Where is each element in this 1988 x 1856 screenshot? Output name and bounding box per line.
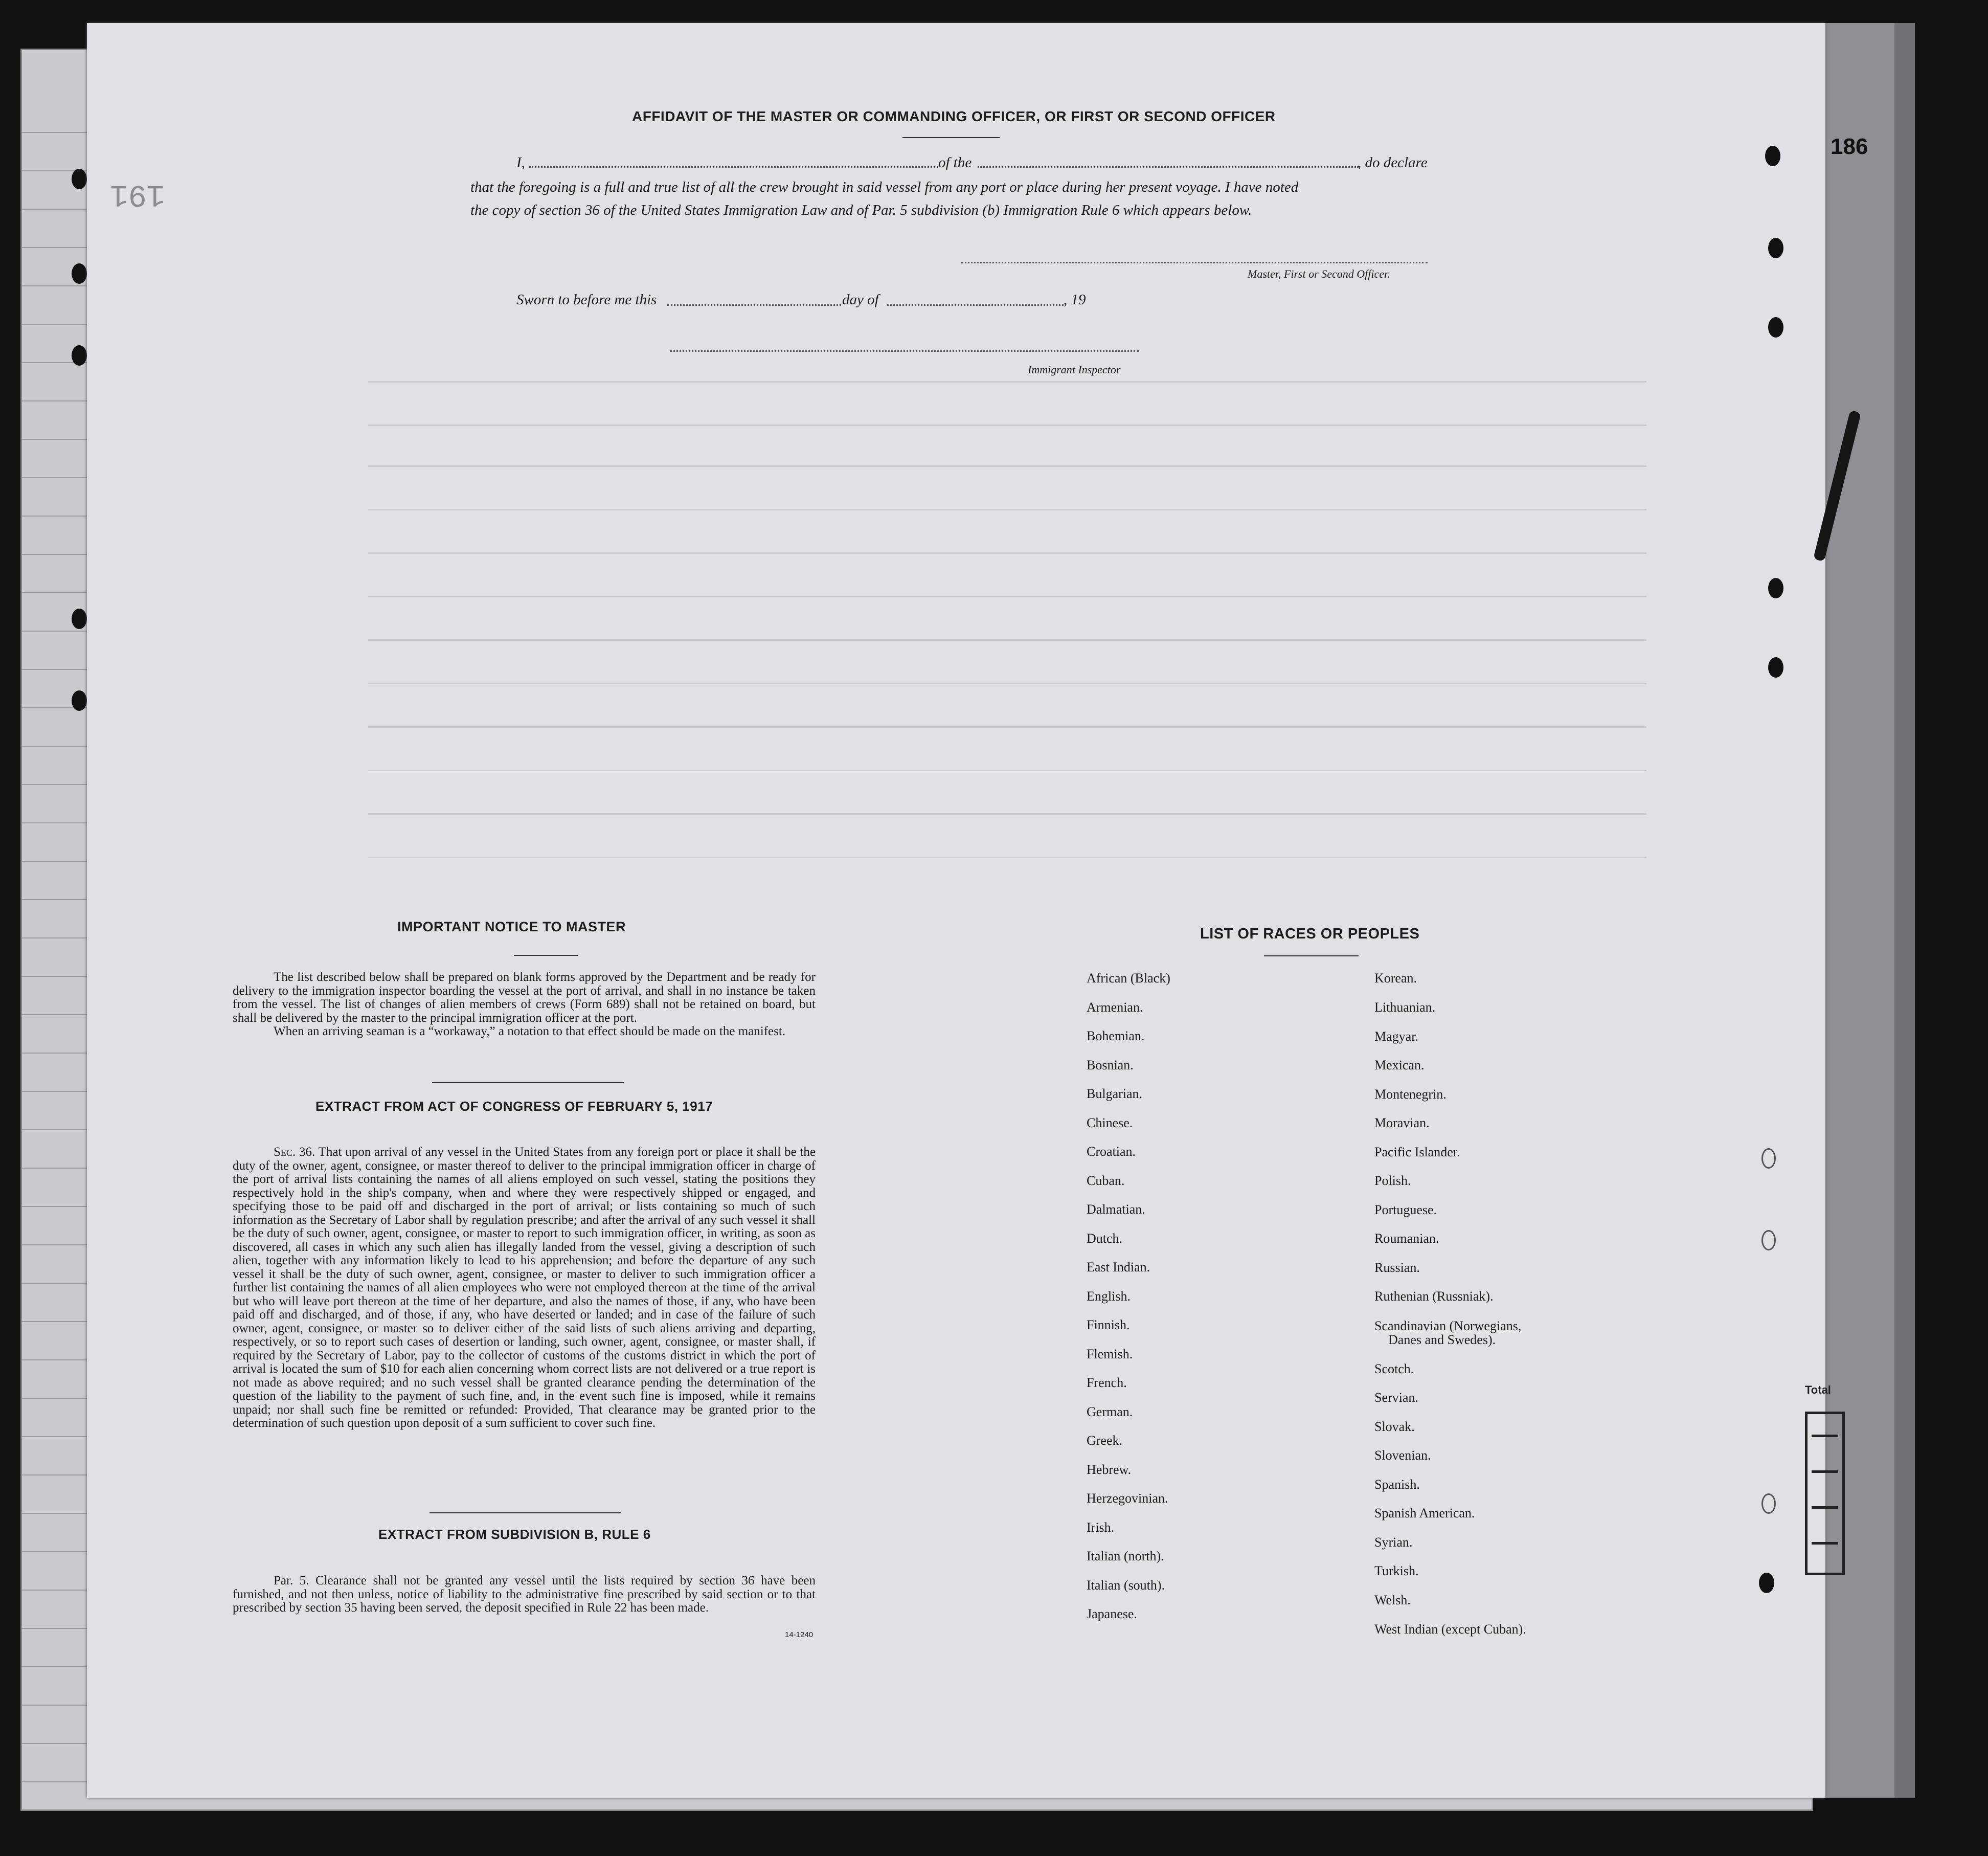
- affidavit-line-2: that the foregoing is a full and true list of all the crew brought in said vessel from any port or place during her present voyage. I have noted: [470, 179, 1299, 195]
- binder-hole: [1761, 1230, 1776, 1250]
- binder-hole: [1759, 1573, 1774, 1593]
- affidavit-of-label: of the: [938, 154, 972, 171]
- binder-hole: [1768, 317, 1783, 338]
- race-item: Bosnian.: [1087, 1057, 1134, 1072]
- affidavit-line-3: the copy of section 36 of the United States Immigration Law and of Par. 5 subdivision (b) Immigration Rule 6 which appears below.: [470, 202, 1252, 218]
- page-number: 186: [1831, 134, 1868, 159]
- race-item: Herzegovinian.: [1087, 1491, 1168, 1506]
- binder-hole: [72, 609, 87, 629]
- master-name-field[interactable]: [529, 166, 938, 168]
- section-label: Sec.: [274, 1145, 296, 1159]
- race-item: Italian (south).: [1087, 1577, 1165, 1593]
- form-number: 14-1240: [785, 1630, 814, 1639]
- race-item: Ruthenian (Russniak).: [1374, 1289, 1494, 1304]
- rule-extract-body: [233, 1574, 816, 1615]
- rule-extract-title: EXTRACT FROM SUBDIVISION B, RULE 6: [378, 1527, 651, 1542]
- race-item: Dalmatian.: [1087, 1202, 1145, 1217]
- race-item: Russian.: [1374, 1260, 1420, 1275]
- vessel-name-field[interactable]: [978, 166, 1359, 168]
- inspector-signature-field[interactable]: [670, 350, 1139, 352]
- race-item: Polish.: [1374, 1173, 1411, 1188]
- binder-hole: [1761, 1493, 1776, 1514]
- race-item: French.: [1087, 1375, 1127, 1390]
- race-item: Welsh.: [1374, 1593, 1411, 1607]
- sworn-day-label: day of: [842, 292, 879, 308]
- notice-para-1: The list described below shall be prepared on blank forms approved by the Department and be ready for delivery to the immigration inspector boarding the vessel at the port of arrival, and shall in no instance be taken from the vessel. The list of changes of alien members of crews (Form 689) shall not be retained on board, but shall be delivered by the master to the principal immigration officer at the port.: [233, 970, 816, 1025]
- race-item: African (Black): [1087, 971, 1170, 986]
- race-item: Bohemian.: [1087, 1028, 1145, 1043]
- race-item: Croatian.: [1087, 1144, 1136, 1159]
- race-item: German.: [1087, 1404, 1133, 1419]
- divider: [432, 1082, 624, 1083]
- right-edge: [1894, 23, 1915, 1798]
- race-item: Irish.: [1087, 1519, 1115, 1535]
- race-item: Mexican.: [1374, 1058, 1425, 1072]
- race-item: Moravian.: [1374, 1115, 1430, 1130]
- divider: [1264, 955, 1359, 956]
- race-item: Magyar.: [1374, 1029, 1418, 1044]
- race-item: Finnish.: [1087, 1317, 1130, 1332]
- margin-stamp-label: Total: [1805, 1383, 1831, 1396]
- divider: [902, 137, 1000, 138]
- race-item: Slovak.: [1374, 1419, 1415, 1434]
- race-item: Korean.: [1374, 971, 1417, 986]
- officer-signature-field[interactable]: [961, 262, 1428, 263]
- race-item: Pacific Islander.: [1374, 1145, 1460, 1159]
- race-item: Greek.: [1087, 1433, 1123, 1448]
- race-item: Spanish American.: [1374, 1506, 1475, 1520]
- race-item: Chinese.: [1087, 1115, 1133, 1130]
- sworn-year-label: , 19: [1064, 292, 1086, 308]
- form-page: [87, 23, 1825, 1798]
- notice-body: [233, 971, 816, 1039]
- race-item: Servian.: [1374, 1390, 1418, 1405]
- race-item: Spanish.: [1374, 1477, 1420, 1492]
- race-item: Bulgarian.: [1087, 1086, 1143, 1101]
- race-item: Syrian.: [1374, 1535, 1413, 1550]
- binder-hole: [1761, 1148, 1776, 1169]
- rule-par-5-text: Par. 5. Clearance shall not be granted any vessel until the lists required by section 36 have been furnished, and not then unless, notice of liability to the administrative fine prescribed by said section or to that prescribed by section 35 having been served, the deposit specified in Rule 22 has been made.: [233, 1574, 816, 1615]
- act-extract-body: [233, 1146, 816, 1430]
- race-item: Italian (north).: [1087, 1549, 1164, 1563]
- affidavit-title: AFFIDAVIT OF THE MASTER OR COMMANDING OFFICER, OR FIRST OR SECOND OFFICER: [632, 108, 1276, 124]
- affidavit-declare-label: , do declare: [1358, 154, 1428, 171]
- race-item: Slovenian.: [1374, 1448, 1431, 1463]
- race-item: Danes and Swedes).: [1388, 1332, 1496, 1347]
- binder-hole: [1768, 657, 1783, 678]
- sworn-month-field[interactable]: [887, 304, 1064, 306]
- race-item: Lithuanian.: [1374, 1000, 1436, 1015]
- binder-hole: [72, 169, 87, 189]
- binder-hole: [72, 690, 87, 711]
- inspector-caption: Immigrant Inspector: [1028, 363, 1121, 376]
- race-item: Flemish.: [1087, 1346, 1133, 1361]
- binder-hole: [1768, 238, 1783, 258]
- races-title: LIST OF RACES OR PEOPLES: [1200, 926, 1420, 942]
- race-item: Turkish.: [1374, 1563, 1419, 1578]
- race-item: West Indian (except Cuban).: [1374, 1622, 1526, 1637]
- race-item: Armenian.: [1087, 999, 1143, 1015]
- race-item: East Indian.: [1087, 1260, 1150, 1274]
- divider: [514, 955, 578, 956]
- act-extract-title: EXTRACT FROM ACT OF CONGRESS OF FEBRUARY 5, 1917: [315, 1099, 713, 1114]
- race-item: Scotch.: [1374, 1361, 1414, 1376]
- race-item: Cuban.: [1087, 1173, 1125, 1188]
- race-item: Dutch.: [1087, 1231, 1123, 1246]
- faint-page-number: 191: [110, 176, 166, 211]
- signature-caption: Master, First or Second Officer.: [1248, 267, 1390, 280]
- binder-hole: [72, 263, 87, 284]
- margin-stamp-box: [1805, 1412, 1845, 1575]
- notice-title: IMPORTANT NOTICE TO MASTER: [397, 919, 626, 934]
- sworn-day-field[interactable]: [667, 304, 841, 306]
- sworn-label: Sworn to before me this: [516, 292, 657, 308]
- race-item: Scandinavian (Norwegians,: [1374, 1318, 1522, 1333]
- race-item: Montenegrin.: [1374, 1087, 1447, 1102]
- binder-hole: [72, 345, 87, 366]
- section-36-text: 36. That upon arrival of any vessel in the United States from any foreign port or place it shall be the duty of the owner, agent, consignee, or master thereof to deliver to the principal immigration officer in charge of the port of arrival lists containing the names of all aliens employed on such vessel, stating the positions they respectively hold in the ship's company, when and where they were respectively shipped or engaged, and specifying those to be paid off and discharged in the port of arrival; or lists containing so much of such information as the Secretary of Labor shall by regulation prescribe; and after the arrival of any such vessel it shall be the duty of such owner, agent, consignee, or master to report to such immigration officer, in writing, as soon as discovered, all cases in which any such alien has illegally landed from the vessel, giving a description of such alien, together with any information likely to lead to his apprehension; and before the departure of any such vessel it shall be the duty of such owner, agent, consignee, or master to deliver to such immigration officer a further list containing the names of all alien employees who were not employed thereon at the time of the arrival but who will leave port thereon at the time of her departure, and also the names of those, if any, who have been paid off and discharged, and of those, if any, who have deserted or landed; and in case of the failure of such owner, agent, consignee, or master so to deliver either of the said lists of such aliens arriving and departing, respectively, or so to report such cases of desertion or landing, such owner, agent, consignee, or master shall, if required by the Secretary of Labor, pay to the collector of customs of the customs district in which the port of arrival is located the sum of $10 for each alien concerning whom correct lists are not delivered or a true report is not made as above required; and no such vessel shall be granted clearance pending the determination of the question of the liability to the payment of such fine, and, in the event such fine is imposed, while it remains unpaid; nor shall such fine be remitted or refunded: Provided, That clearance may be granted prior to the determination of such question upon deposit of a sum sufficient to cover such fine.: [233, 1145, 816, 1430]
- race-item: Hebrew.: [1087, 1462, 1132, 1477]
- race-item: Portuguese.: [1374, 1202, 1437, 1217]
- affidavit-i-label: I,: [516, 154, 525, 171]
- race-item: Japanese.: [1087, 1606, 1137, 1621]
- notice-para-2: When an arriving seaman is a “workaway,” a notation to that effect should be made on the manifest.: [274, 1024, 786, 1038]
- binder-hole: [1765, 146, 1780, 166]
- divider: [430, 1512, 621, 1513]
- race-item: English.: [1087, 1288, 1131, 1304]
- race-item: Roumanian.: [1374, 1231, 1439, 1246]
- binder-hole: [1768, 578, 1783, 598]
